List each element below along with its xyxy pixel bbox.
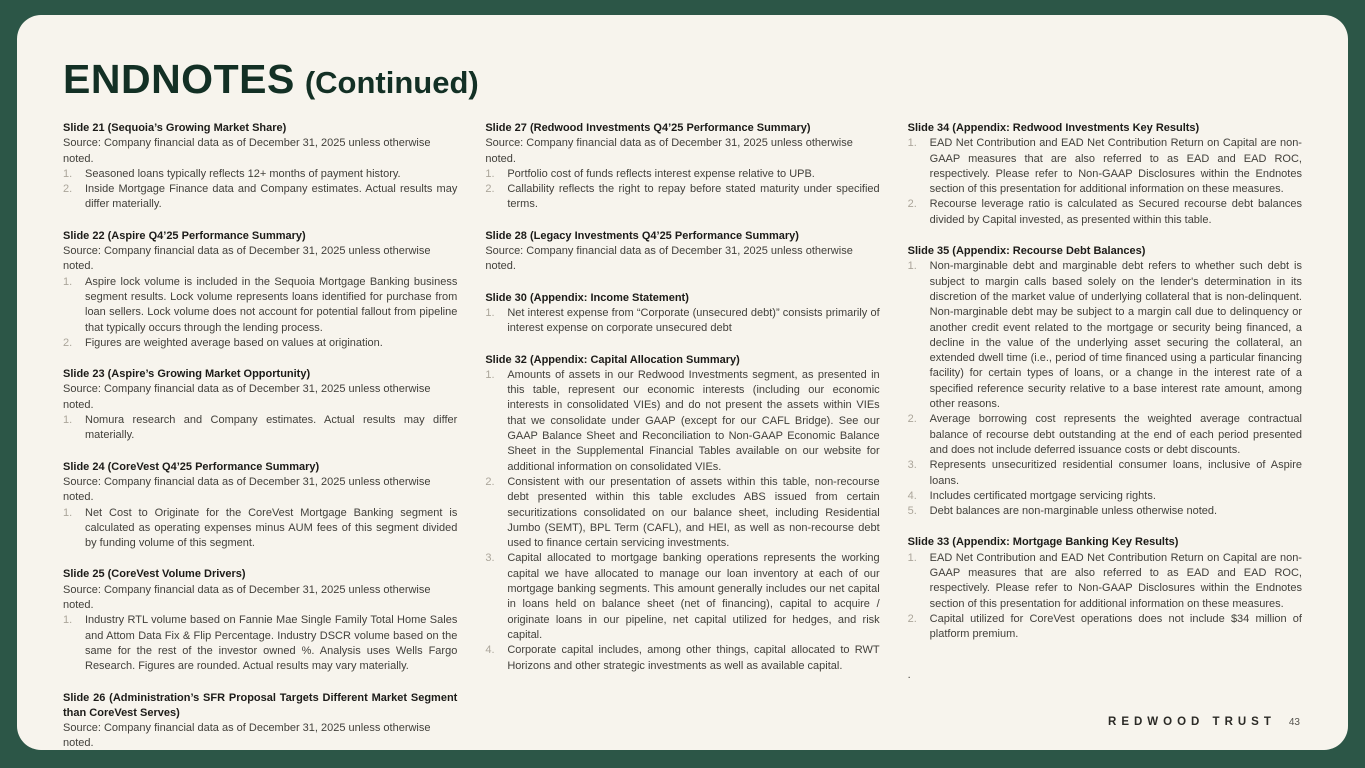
- note-number: 1.: [907, 260, 917, 273]
- endnote-heading: Slide 23 (Aspire’s Growing Market Opportunity): [63, 368, 311, 381]
- endnote-heading: Slide 35 (Appendix: Recourse Debt Balances): [907, 245, 1146, 258]
- endnote-item: [908, 489, 1302, 504]
- endnotes-column-2: [485, 121, 879, 768]
- endnote-item: [63, 336, 457, 351]
- note-text: Represents unsecuritized residential consumer loans, inclusive of Aspire loans.: [929, 459, 1302, 487]
- note-number: 2.: [907, 198, 917, 211]
- endnote-source: Source: Company financial data as of December 31, 2025 unless otherwise noted.: [63, 383, 431, 411]
- endnote-heading: Slide 34 (Appendix: Redwood Investments Key Results): [907, 122, 1200, 134]
- endnote-heading: Slide 30 (Appendix: Income Statement): [485, 291, 689, 304]
- endnote-source: Source: Company financial data as of December 31, 2025 unless otherwise noted.: [63, 245, 431, 273]
- note-number: 5.: [907, 505, 917, 518]
- endnote-item: [63, 506, 457, 552]
- note-text: Recourse leverage ratio is calculated as Secured recourse debt balances divided by Capital invested, as presented within this table.: [929, 198, 1302, 226]
- page-title: [63, 56, 1302, 102]
- note-number: 1.: [907, 137, 917, 150]
- endnote-source: Source: Company financial data as of December 31, 2025 unless otherwise noted.: [63, 475, 431, 504]
- note-number: 2.: [485, 183, 495, 196]
- title-main: ENDNOTES: [63, 56, 295, 102]
- note-text: Capital utilized for CoreVest operations does not include $34 million of platform premium.: [929, 612, 1302, 641]
- note-number: 2.: [907, 612, 917, 625]
- note-text: Nomura research and Company estimates. Actual results may differ materially.: [85, 414, 458, 442]
- note-text: Seasoned loans typically reflects 12+ months of payment history.: [85, 167, 401, 180]
- note-number: 1.: [63, 506, 73, 519]
- endnote-list: [63, 413, 457, 444]
- endnote-source: Source: Company financial data as of December 31, 2025 unless otherwise noted.: [485, 137, 853, 165]
- endnote-item: [485, 182, 879, 213]
- endnote-item: [485, 306, 879, 337]
- endnote-item: [908, 197, 1302, 228]
- note-text: Corporate capital includes, among other things, capital allocated to RWT Horizons and other strategic investments as well as available capital.: [507, 644, 880, 672]
- endnotes-column-3: [908, 121, 1302, 768]
- endnote-heading: Slide 28 (Legacy Investments Q4’25 Performance Summary): [485, 229, 799, 242]
- note-text: Inside Mortgage Finance data and Company estimates. Actual results may differ materially.: [85, 183, 458, 211]
- note-text: EAD Net Contribution and EAD Net Contribution Return on Capital are non-GAAP measures that are also referred to as EAD and EAD ROC, respectively. Please refer to Non-GAAP Disclosures within the Endnotes section of this presentation for additional information on these measures.: [929, 137, 1302, 196]
- endnote-section: [63, 229, 457, 351]
- note-number: 2.: [907, 413, 917, 426]
- note-text: EAD Net Contribution and EAD Net Contribution Return on Capital are non-GAAP measures that are also referred to as EAD and EAD ROC, respectively. Please refer to Non-GAAP Disclosures within the Endnotes section of this presentation for additional information on these measures.: [929, 551, 1302, 610]
- note-text: Aspire lock volume is included in the Sequoia Mortgage Banking business segment results. Lock volume represents loans identified for purchase from loan sellers. Lock volume does not account for potential fallout from pipeline that typically occurs through the lending process.: [85, 275, 458, 334]
- endnotes-columns: [63, 121, 1302, 768]
- endnote-section: [908, 535, 1302, 642]
- endnote-list: [485, 167, 879, 213]
- endnote-item: [485, 167, 879, 182]
- note-text: Net interest expense from “Corporate (unsecured debt)” consists primarily of interest expense on corporate unsecured debt: [507, 306, 880, 335]
- endnote-list: [908, 136, 1302, 228]
- endnote-section: [485, 291, 879, 337]
- endnote-item: [908, 551, 1302, 612]
- note-number: 2.: [63, 336, 73, 349]
- endnote-item: [63, 182, 457, 213]
- note-number: 3.: [485, 552, 495, 565]
- page-number: 43: [1288, 717, 1300, 728]
- endnote-item: [63, 167, 457, 182]
- note-text: Capital allocated to mortgage banking operations represents the working capital we have allocated to manage our loan inventory at each of our mortgage banking segments. This amount generally includes our net capital in loans held on balance sheet (net of financing), capital to acquire / originate loans in our pipeline, net capital utilized for hedges, and risk capital.: [507, 552, 880, 641]
- slide-card: [17, 15, 1348, 750]
- note-number: 1.: [907, 551, 917, 564]
- note-number: 2.: [63, 183, 73, 196]
- endnote-item: [63, 613, 457, 674]
- endnote-section: [63, 567, 457, 674]
- note-text: Consistent with our presentation of assets within this table, non-recourse debt presented within this table excludes ABS issued from certain securitizations consolidated on our balance sheet, including Residential Jumbo (SEMT), BPL Term (CAFL), and HEI, as well as non-recourse debt used to finance certain servicing investments.: [507, 475, 880, 550]
- note-text: Debt balances are non-marginable unless otherwise noted.: [929, 505, 1218, 518]
- endnote-list: [63, 613, 457, 674]
- note-number: 1.: [63, 167, 73, 180]
- endnote-item: [908, 259, 1302, 412]
- note-text: Figures are weighted average based on values at origination.: [85, 336, 383, 349]
- endnote-heading: Slide 25 (CoreVest Volume Drivers): [63, 568, 246, 581]
- endnote-heading: Slide 33 (Appendix: Mortgage Banking Key Results): [907, 536, 1179, 549]
- endnote-item: [908, 458, 1302, 489]
- endnote-section: [908, 244, 1302, 519]
- endnote-list: [485, 368, 879, 674]
- note-number: 4.: [485, 644, 495, 657]
- endnote-source: Source: Company financial data as of December 31, 2025 unless otherwise noted.: [485, 245, 853, 273]
- endnote-section: [485, 229, 879, 275]
- brand-wordmark: REDWOOD TRUST: [1108, 716, 1276, 728]
- endnote-section: [63, 460, 457, 552]
- endnote-heading: Slide 32 (Appendix: Capital Allocation Summary): [485, 353, 740, 366]
- note-number: 1.: [485, 306, 495, 319]
- endnote-list: [63, 506, 457, 552]
- endnote-item: [908, 504, 1302, 519]
- endnote-item: [63, 275, 457, 336]
- note-text: Non-marginable debt and marginable debt refers to whether such debt is subject to margin calls based solely on the lender's determination in its discretion of the market value of underlying collateral that is non-delinquent. Non-marginable debt may be subject to a margin call due to delinquency or another credit event related to the mortgage or security being financed, a decline in the value of the underlying asset securing the collateral, an extended dwell time (i.e., period of time financed using a particular financing facility) for certain types of loans, or a change in the interest rate of a specified reference security relative to a base interest rate amount, among other reasons.: [929, 260, 1302, 411]
- endnote-heading: Slide 21 (Sequoia’s Growing Market Share): [63, 122, 287, 134]
- note-number: 1.: [63, 614, 73, 627]
- note-text: Net Cost to Originate for the CoreVest Mortgage Banking segment is calculated as operating expenses minus AUM fees of this segment divided by funding volume of this segment.: [85, 506, 458, 550]
- endnote-source: Source: Company financial data as of December 31, 2025 unless otherwise noted.: [63, 722, 431, 750]
- endnote-item: [485, 643, 879, 674]
- endnote-item: [908, 412, 1302, 458]
- endnote-item: [63, 413, 457, 444]
- trailing-period: .: [907, 668, 911, 681]
- note-text: Average borrowing cost represents the weighted average contractual balance of recourse debt outstanding at the end of each period presented and does not include deferred issuance costs or debt discounts.: [929, 413, 1302, 456]
- endnote-item: [485, 475, 879, 551]
- note-text: Includes certificated mortgage servicing rights.: [929, 489, 1156, 502]
- note-number: 1.: [485, 167, 495, 180]
- footer: [1108, 716, 1300, 728]
- endnote-heading: Slide 27 (Redwood Investments Q4’25 Performance Summary): [485, 122, 811, 134]
- endnote-section: [485, 353, 879, 674]
- endnote-item: [908, 136, 1302, 197]
- endnote-list: [63, 167, 457, 213]
- endnote-list: [485, 306, 879, 337]
- endnote-section: [63, 367, 457, 443]
- note-number: 1.: [485, 368, 495, 381]
- endnote-list: [908, 259, 1302, 519]
- title-suffix: (Continued): [304, 65, 479, 100]
- endnotes-column-1: [63, 121, 457, 768]
- note-number: 1.: [63, 414, 73, 427]
- endnote-list: [908, 551, 1302, 643]
- endnote-heading: Slide 26 (Administration’s SFR Proposal Targets Different Market Segment than CoreVest Serves): [63, 691, 458, 719]
- endnote-item: [485, 551, 879, 643]
- endnote-source: Source: Company financial data as of December 31, 2025 unless otherwise noted.: [63, 137, 431, 165]
- endnote-section: [485, 121, 879, 213]
- note-text: Callability reflects the right to repay before stated maturity under specified terms.: [507, 183, 880, 211]
- note-number: 1.: [63, 275, 73, 288]
- endnote-item: [485, 368, 879, 475]
- note-number: 4.: [907, 489, 917, 502]
- endnote-heading: Slide 22 (Aspire Q4’25 Performance Summary): [63, 229, 306, 242]
- endnote-section: [63, 691, 457, 752]
- endnote-section: [908, 121, 1302, 228]
- note-text: Amounts of assets in our Redwood Investments segment, as presented in this table, represent our economic interests (including our economic interests in consolidated VIEs) and do not present the assets within VIEs that we consolidate under GAAP (except for our CAFL Bridge). See our GAAP Balance Sheet and Reconciliation to Non-GAAP Economic Balance Sheet in the Supplemental Financial Tables available on our website for additional information on consolidated VIEs.: [507, 368, 880, 473]
- endnote-list: [63, 275, 457, 351]
- note-number: 3.: [907, 459, 917, 472]
- note-text: Industry RTL volume based on Fannie Mae Single Family Total Home Sales and Attom Data Fix & Flip Percentage. Industry DSCR volume based on the same for the rest of the investor owned %. Analysis uses Wells Fargo Research. Figures are rounded. Actual results may vary materially.: [85, 614, 458, 673]
- endnote-source: Source: Company financial data as of December 31, 2025 unless otherwise noted.: [63, 583, 431, 612]
- endnote-section: [63, 121, 457, 213]
- endnote-item: [908, 612, 1302, 643]
- note-number: 2.: [485, 475, 495, 488]
- note-text: Portfolio cost of funds reflects interest expense relative to UPB.: [507, 167, 815, 180]
- endnote-heading: Slide 24 (CoreVest Q4’25 Performance Summary): [63, 460, 320, 473]
